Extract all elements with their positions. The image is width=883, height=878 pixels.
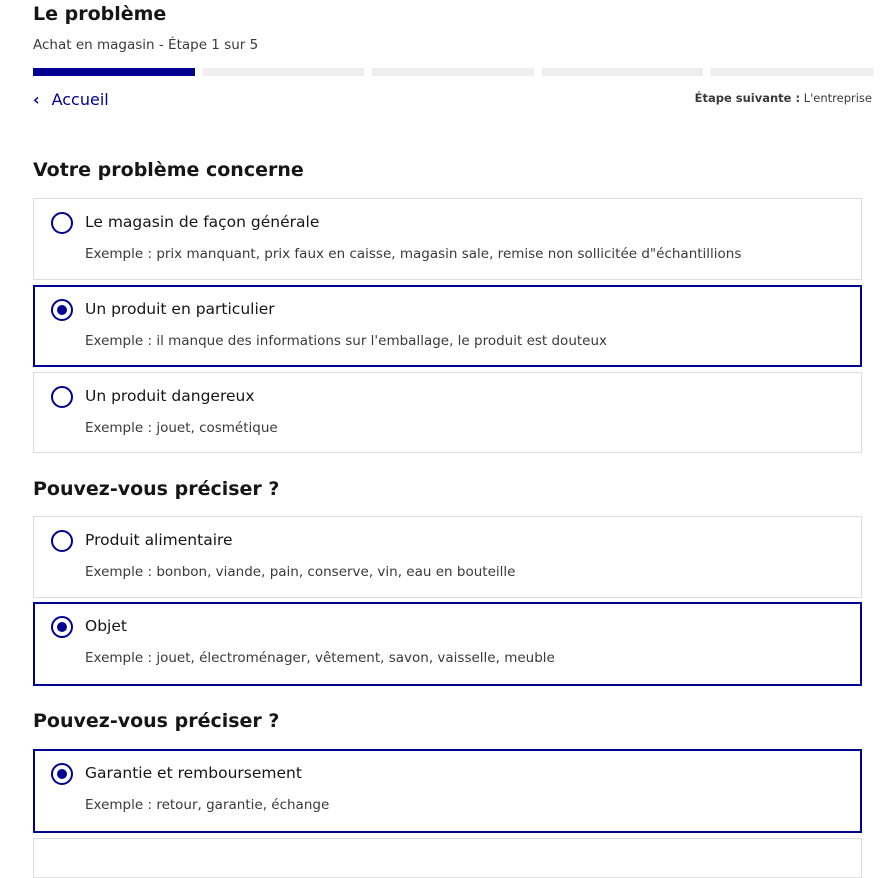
option-produit-dangereux[interactable] [33, 372, 862, 453]
option-produit-particulier[interactable] [33, 285, 862, 367]
option-label: Le magasin de façon générale [85, 213, 320, 231]
option-objet[interactable] [33, 602, 862, 686]
back-link-label: Accueil [51, 90, 109, 109]
option-example: Exemple : il manque des informations sur l'emballage, le produit est douteux [85, 333, 608, 349]
progress-segment-2 [203, 68, 365, 76]
page-title: Le problème [33, 3, 167, 25]
radio-button[interactable] [51, 763, 73, 785]
radio-button[interactable] [51, 616, 73, 638]
option-label: Un produit en particulier [85, 300, 275, 318]
section-title: Pouvez-vous préciser ? [33, 710, 280, 732]
option-example: Exemple : retour, garantie, échange [85, 797, 330, 813]
progress-segment-5 [711, 68, 873, 76]
radio-dot [57, 769, 67, 779]
option-label: Garantie et remboursement [85, 764, 302, 782]
progress-segment-1 [33, 68, 195, 76]
progress-bar [33, 68, 873, 76]
next-step-info [695, 91, 872, 105]
radio-dot [57, 622, 67, 632]
progress-segment-4 [542, 68, 704, 76]
section-title: Votre problème concerne [33, 159, 304, 181]
next-step-prefix: Étape suivante : [694, 91, 801, 105]
back-link[interactable] [33, 90, 109, 109]
option-produit-alimentaire[interactable] [33, 516, 862, 598]
option-label: Objet [85, 617, 127, 635]
radio-button[interactable] [51, 530, 73, 552]
option-garantie-remboursement[interactable] [33, 749, 862, 833]
next-step-name: L'entreprise [803, 91, 872, 105]
progress-segment-3 [372, 68, 534, 76]
step-indicator: Achat en magasin - Étape 1 sur 5 [33, 37, 259, 53]
radio-button[interactable] [51, 212, 73, 234]
option-example: Exemple : jouet, cosmétique [85, 420, 278, 436]
option-magasin-general[interactable] [33, 198, 862, 280]
radio-button[interactable] [51, 386, 73, 408]
section-title: Pouvez-vous préciser ? [33, 478, 280, 500]
option-example: Exemple : prix manquant, prix faux en caisse, magasin sale, remise non sollicitée d"échantillions [85, 246, 742, 262]
radio-button[interactable] [51, 299, 73, 321]
option-example: Exemple : jouet, électroménager, vêtement, savon, vaisselle, meuble [85, 650, 555, 666]
option-label: Produit alimentaire [85, 531, 233, 549]
option-example: Exemple : bonbon, viande, pain, conserve, vin, eau en bouteille [85, 564, 516, 580]
option-label: Un produit dangereux [85, 387, 255, 405]
radio-dot [57, 305, 67, 315]
option-next-partial[interactable] [33, 838, 862, 878]
chevron-left-icon: ‹ [33, 90, 40, 109]
